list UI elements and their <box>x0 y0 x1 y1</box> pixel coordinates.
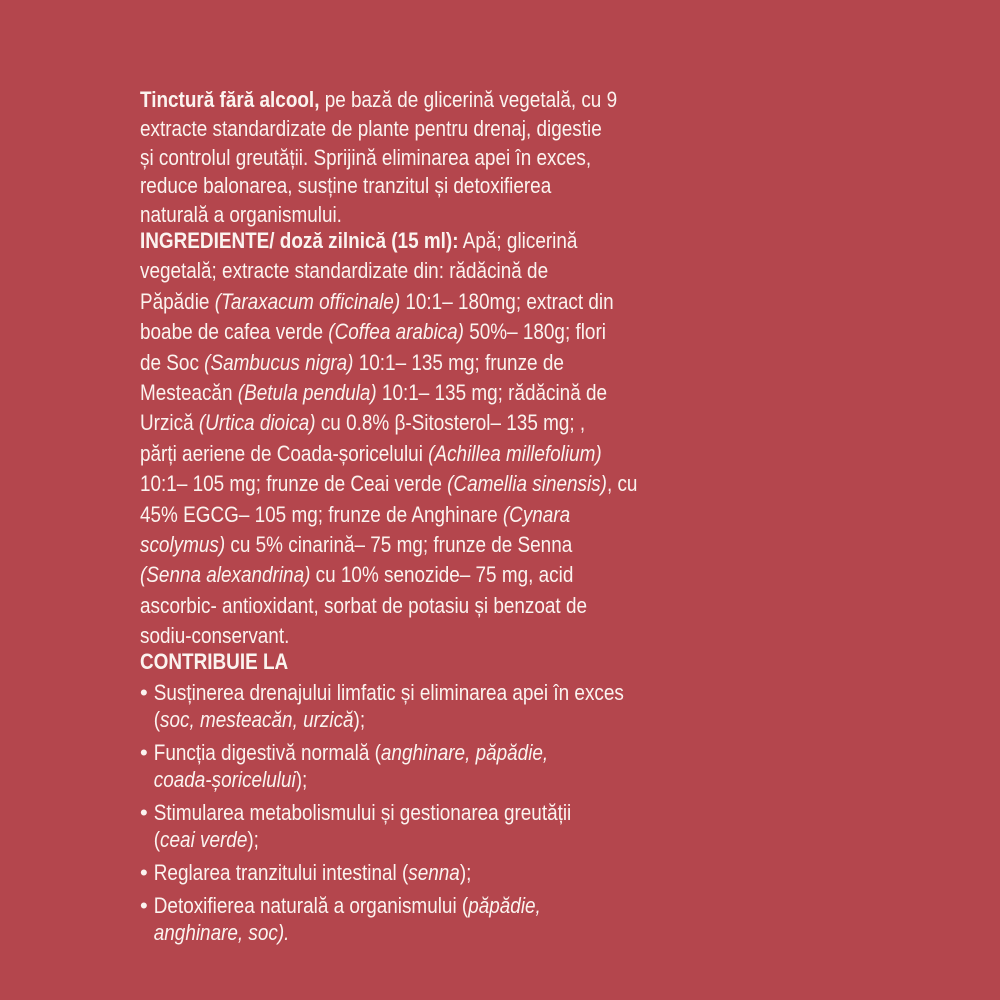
text: cu 5% cinarină– 75 mg; frunze de Senna <box>225 531 573 557</box>
italic-text: (Achillea millefolium) <box>428 440 602 466</box>
bullet-icon: • <box>140 800 148 825</box>
contributes-section <box>140 648 760 676</box>
benefits-list <box>140 679 760 952</box>
text: ); <box>459 860 472 885</box>
text-line <box>140 919 673 946</box>
text-line <box>140 892 673 919</box>
text-line <box>140 439 673 469</box>
text: 10:1– 105 mg; frunze de Ceai verde <box>140 471 448 497</box>
text: ( <box>153 707 161 732</box>
list-item <box>140 679 760 733</box>
italic-text: (Taraxacum officinale) <box>214 288 401 314</box>
text: Detoxifierea naturală a organismului ( <box>153 893 469 918</box>
text-line <box>140 378 673 408</box>
italic-text: senna <box>408 860 460 885</box>
list-item <box>140 892 760 946</box>
text-line <box>140 317 673 347</box>
text: Funcția digestivă normală ( <box>153 740 381 765</box>
text: Mesteacăn <box>140 379 238 405</box>
list-item <box>140 739 760 793</box>
text-line <box>140 226 673 256</box>
text: 10:1– 135 mg; rădăcină de <box>376 379 608 405</box>
text: ascorbic- antioxidant, sorbat de potasiu și benzoat de <box>140 592 587 618</box>
italic-text: (Sambucus nigra) <box>204 349 354 375</box>
text-line <box>140 679 673 706</box>
text: ); <box>247 827 259 852</box>
text: , cu <box>606 471 638 497</box>
italic-text: ceai verde <box>160 827 248 852</box>
text-line <box>140 408 673 438</box>
text-line <box>140 766 673 793</box>
text-line <box>140 826 673 853</box>
text-line <box>140 591 673 621</box>
italic-text: anghinare, păpădie, <box>380 740 549 765</box>
text: 45% EGCG– 105 mg; frunze de Anghinare <box>140 501 503 527</box>
italic-text: coada-șoricelului <box>153 767 296 792</box>
product-description <box>140 86 760 230</box>
text: ( <box>153 827 161 852</box>
bullet-icon: • <box>140 860 148 885</box>
bold-text: INGREDIENTE/ doză zilnică (15 ml): <box>140 228 459 253</box>
text-line <box>140 739 673 766</box>
text: părți aeriene de Coada-șoricelului <box>140 440 429 466</box>
text: Stimularea metabolismului și gestionarea greutății <box>153 800 572 825</box>
text: vegetală; extracte standardizate din: rădăcină de <box>140 258 549 284</box>
list-item <box>140 799 760 853</box>
text-line <box>140 706 673 733</box>
text: Urzică <box>140 410 199 436</box>
italic-text: (Coffea arabica) <box>328 319 464 345</box>
italic-text: (Cynara <box>502 501 571 527</box>
text: de Soc <box>140 349 205 375</box>
text: Reglarea tranzitului intestinal ( <box>153 860 409 885</box>
italic-text: păpădie, <box>468 893 541 918</box>
text: pe bază de glicerină vegetală, cu 9 <box>319 87 618 112</box>
bullet-icon: • <box>140 680 148 705</box>
text-line <box>140 348 673 378</box>
text: extracte standardizate de plante pentru drenaj, digestie <box>140 115 602 141</box>
text-line <box>140 287 673 317</box>
italic-text: (Urtica dioica) <box>198 410 316 436</box>
text: cu 0.8% β-Sitosterol– 135 mg; , <box>315 410 586 436</box>
text: Păpădie <box>140 288 215 314</box>
text-line <box>140 621 673 651</box>
italic-text: scolymus) <box>140 531 226 557</box>
text: 50%– 180g; flori <box>463 319 606 345</box>
text-line <box>140 500 673 530</box>
text-line <box>140 560 673 590</box>
text: Susținerea drenajului limfatic și eliminarea apei în exces <box>153 680 624 705</box>
text: naturală a organismului. <box>140 202 342 228</box>
text: Apă; glicerină <box>458 228 578 253</box>
list-item <box>140 859 760 886</box>
text-line <box>140 172 673 201</box>
text: reduce balonarea, susține tranzitul și detoxifierea <box>140 173 552 199</box>
text-line <box>140 115 673 144</box>
ingredients-paragraph <box>140 226 760 651</box>
italic-text: (Senna alexandrina) <box>140 562 311 588</box>
contributes-heading: CONTRIBUIE LA <box>140 649 289 674</box>
text-line <box>140 799 673 826</box>
italic-text: soc, mesteacăn, urzică <box>160 707 354 732</box>
text-line <box>140 256 673 286</box>
bullet-icon: • <box>140 740 148 765</box>
text-line <box>140 469 673 499</box>
italic-text: (Betula pendula) <box>237 379 377 405</box>
text-line <box>140 859 673 886</box>
bold-text: Tinctură fără alcool, <box>140 87 320 112</box>
bullet-icon: • <box>140 893 148 918</box>
text: cu 10% senozide– 75 mg, acid <box>310 562 574 588</box>
text: ); <box>353 707 366 732</box>
text: și controlul greutății. Sprijină eliminarea apei în exces, <box>140 144 592 170</box>
italic-text: (Camellia sinensis) <box>447 471 607 497</box>
text-line <box>140 144 673 173</box>
text: 10:1– 180mg; extract din <box>400 288 614 314</box>
text-line <box>140 86 673 115</box>
text-line <box>140 530 673 560</box>
text: ); <box>295 767 308 792</box>
text: sodiu-conservant. <box>140 623 290 649</box>
text: 10:1– 135 mg; frunze de <box>353 349 564 375</box>
text: boabe de cafea verde <box>140 319 329 345</box>
italic-text: anghinare, soc). <box>153 920 290 945</box>
